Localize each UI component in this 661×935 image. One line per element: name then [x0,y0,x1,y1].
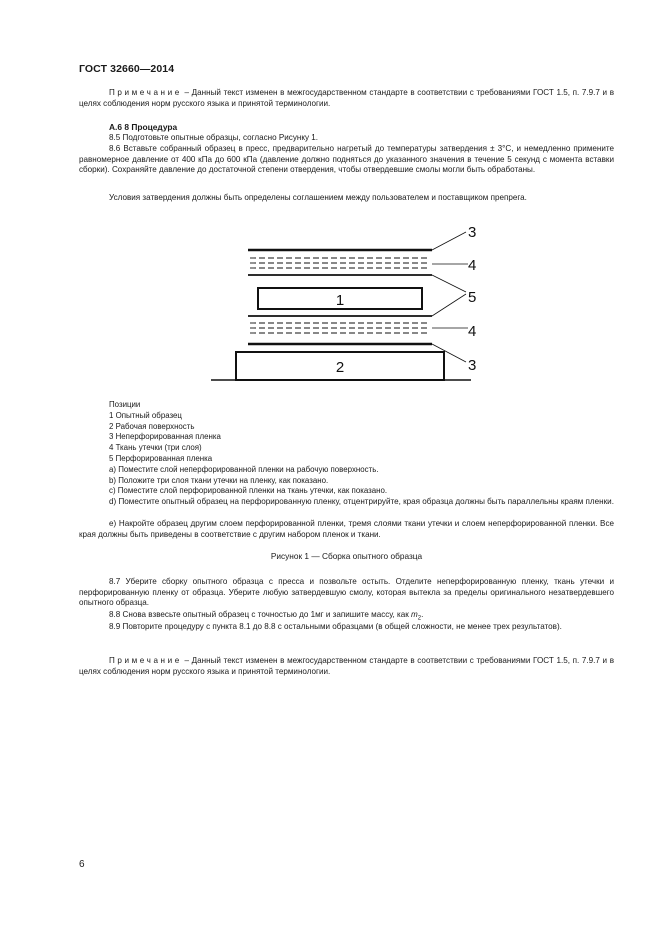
position-item: 4 Ткань утечки (три слоя) [109,443,202,453]
positions-legend [109,400,387,497]
step-e: e) Накройте образец другим слоем перфорированной пленки, тремя слоями ткани утечки и слоем неперфорированной пленки. Все края должны быть приведены в соответствие с другим набором пленок и ткани. [79,519,614,539]
position-item: 3 Неперфорированная пленка [109,432,221,442]
position-item: 5 Перфорированная пленка [109,453,213,463]
callout-4-top: 4 [468,257,477,274]
position-item: 2 Рабочая поверхность [109,421,195,431]
callout-3-bottom: 3 [468,357,477,374]
label-specimen: 1 [335,292,345,309]
step-item: c) Поместите слой перфорированной пленки на ткань утечки, как показано. [109,486,388,496]
position-item: 1 Опытный образец [109,410,182,420]
callout-3-top: 3 [468,224,477,241]
note-1-text: – Данный текст изменен в межгосударственном стандарте в соответствии с требованиями ГОСТ 1.5, п. 7.9.7 и в целях соблюдения норм русского языка и принятой терминологии. [79,88,614,108]
note-2 [79,656,614,677]
step-item: а) Поместите слой неперфорированной пленки на рабочую поверхность. [109,464,379,474]
section-title: А.6 8 Процедура [109,122,178,132]
figure-caption: Рисунок 1 — Сборка опытного образца [270,551,423,561]
callout-4-bottom: 4 [468,323,477,340]
paragraph-8-9: 8.9 Повторите процедуру с пункта 8.1 до 8.8 с остальными образцами (в общей сложности, не менее трех результатов). [109,622,562,631]
paragraph-8-8-text: 8.8 Снова взвесьте опытный образец с точностью до 1мг и запишите массу, как [109,610,412,619]
paragraph-conditions: Условия затвердения должны быть определены соглашением между пользователем и поставщиком препрега. [109,193,527,202]
note-1-label: Примечание [109,88,182,97]
figure-1-diagram [200,218,500,386]
label-work-surface: 2 [335,359,345,376]
paragraph-8-6: 8.6 Вставьте собранный образец в пресс, предварительно нагретый до температуры затвердения ± 3°С, и немедленно примените равномерное давление от 400 кПа до 600 кПа (давление должно подняться до указанного значения в течение 5 секунд с момента вставки сборки). Сохраняйте давление до достаточной степени отвердения, чтобы отвердевшие смолы могли быть обработаны. [79,144,614,175]
paragraph-8-5: 8.5 Подготовьте опытные образцы, согласно Рисунку 1. [109,133,319,142]
mass-subscript: 2 [417,615,422,622]
mass-variable: m [411,610,418,619]
bottom-bleeder-fabric [250,323,430,333]
note-2-label: Примечание [109,656,182,665]
page-number: 6 [79,859,85,870]
callout-5: 5 [468,289,477,306]
paragraph-8-7: 8.7 Уберите сборку опытного образца с пресса и позвольте остыть. Отделите неперфорированную пленку, ткань утечки и перфорированную пленку от образца. Уберите любую затвердевшую смолу, которая вытекла за пределы оригинального незатвердевшего опытного образца. [79,577,614,608]
paragraph-8-8-end: . [421,610,424,619]
document-header: ГОСТ 32660—2014 [79,63,175,75]
step-item: b) Положите три слоя ткани утечки на пленку, как показано. [109,475,329,485]
top-bleeder-fabric [250,258,430,268]
step-d: d) Поместите опытный образец на перфорированную пленку, отцентрируйте, края образца должны быть параллельны краям пленки. [109,497,614,506]
note-1 [79,88,614,109]
positions-title: Позиции [109,400,141,409]
leader-lines [432,232,468,362]
note-2-text: – Данный текст изменен в межгосударственном стандарте в соответствии с требованиями ГОСТ 1.5, п. 7.9.7 и в целях соблюдения норм русского языка и принятой терминологии. [79,656,614,676]
